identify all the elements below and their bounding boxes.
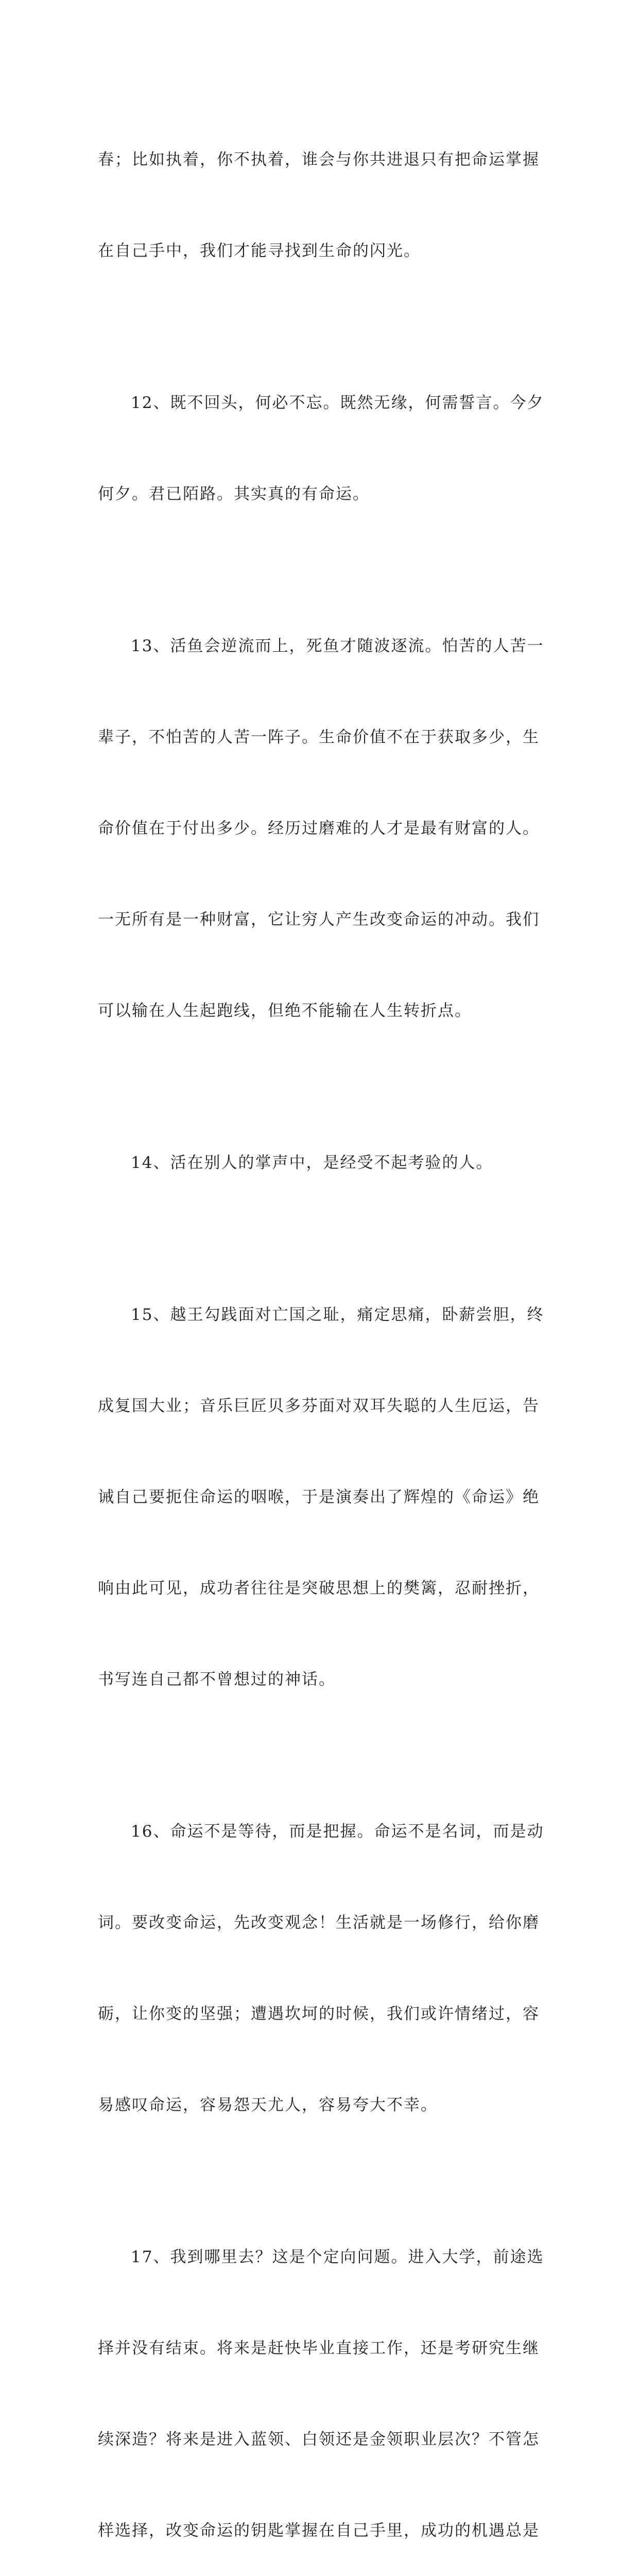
text-line: 可以输在人生起跑线，但绝不能输在人生转折点。: [98, 1002, 472, 1020]
text-line: 一无所有是一种财富，它让穷人产生改变命运的冲动。我们: [98, 910, 540, 929]
paragraph-item-13: [98, 570, 544, 1087]
text-line: 诫自己要扼住命运的咽喉，于是演奏出了辉煌的《命运》绝: [98, 1488, 540, 1506]
paragraph-item-12: [98, 327, 544, 570]
text-line: 13、活鱼会逆流而上，死鱼才随波逐流。怕苦的人苦一: [131, 637, 544, 655]
text-line: 12、既不回头，何必不忘。既然无缘，何需誓言。今夕: [131, 394, 544, 412]
text-line: 15、越王勾践面对亡国之耻，痛定思痛，卧薪尝胆，终: [131, 1306, 544, 1324]
text-line: 样选择，改变命运的钥匙掌握在自己手里，成功的机遇总是: [98, 2521, 540, 2540]
text-line: 词。要改变命运，先改变观念！生活就是一场修行，给你磨: [98, 1913, 540, 1932]
text-line: 辈子，不怕苦的人苦一阵子。生命价值不在于获取多少，生: [98, 728, 540, 747]
paragraph-item-17: [98, 2181, 544, 2576]
text-line: 17、我到哪里去？这是个定向问题。进入大学，前途选: [131, 2248, 544, 2266]
text-line: 何夕。君已陌路。其实真的有命运。: [98, 485, 370, 503]
text-line: 14、活在别人的掌声中，是经受不起考验的人。: [131, 1154, 493, 1172]
text-line: 书写连自己都不曾想过的神话。: [98, 1670, 336, 1689]
paragraph-item-15: [98, 1239, 544, 1756]
paragraph-continuation: [98, 84, 541, 327]
text-line: 砺，让你变的坚强；遭遇坎坷的时候，我们或许情绪过，容: [98, 2005, 540, 2023]
text-line: 16、命运不是等待，而是把握。命运不是名词，而是动: [131, 1822, 544, 1841]
text-line: 易感叹命运，容易怨天尤人，容易夸大不幸。: [98, 2096, 438, 2114]
text-line: 响由此可见，成功者往往是突破思想上的樊篱，忍耐挫折，: [98, 1579, 540, 1598]
paragraph-item-16: [98, 1756, 544, 2181]
text-line: 春；比如执着，你不执着，谁会与你共进退只有把命运掌握: [98, 150, 540, 169]
text-line: 续深造？将来是进入蓝领、白领还是金领职业层次？不管怎: [98, 2430, 540, 2449]
paragraph-item-14: [98, 1087, 541, 1239]
text-line: 命价值在于付出多少。经历过磨难的人才是最有财富的人。: [98, 819, 540, 838]
document-body: [98, 84, 544, 2576]
text-line: 择并没有结束。将来是赶快毕业直接工作，还是考研究生继: [98, 2339, 540, 2358]
text-line: 成复国大业；音乐巨匠贝多芬面对双耳失聪的人生厄运，告: [98, 1397, 540, 1415]
text-line: 在自己手中，我们才能寻找到生命的闪光。: [98, 242, 421, 260]
